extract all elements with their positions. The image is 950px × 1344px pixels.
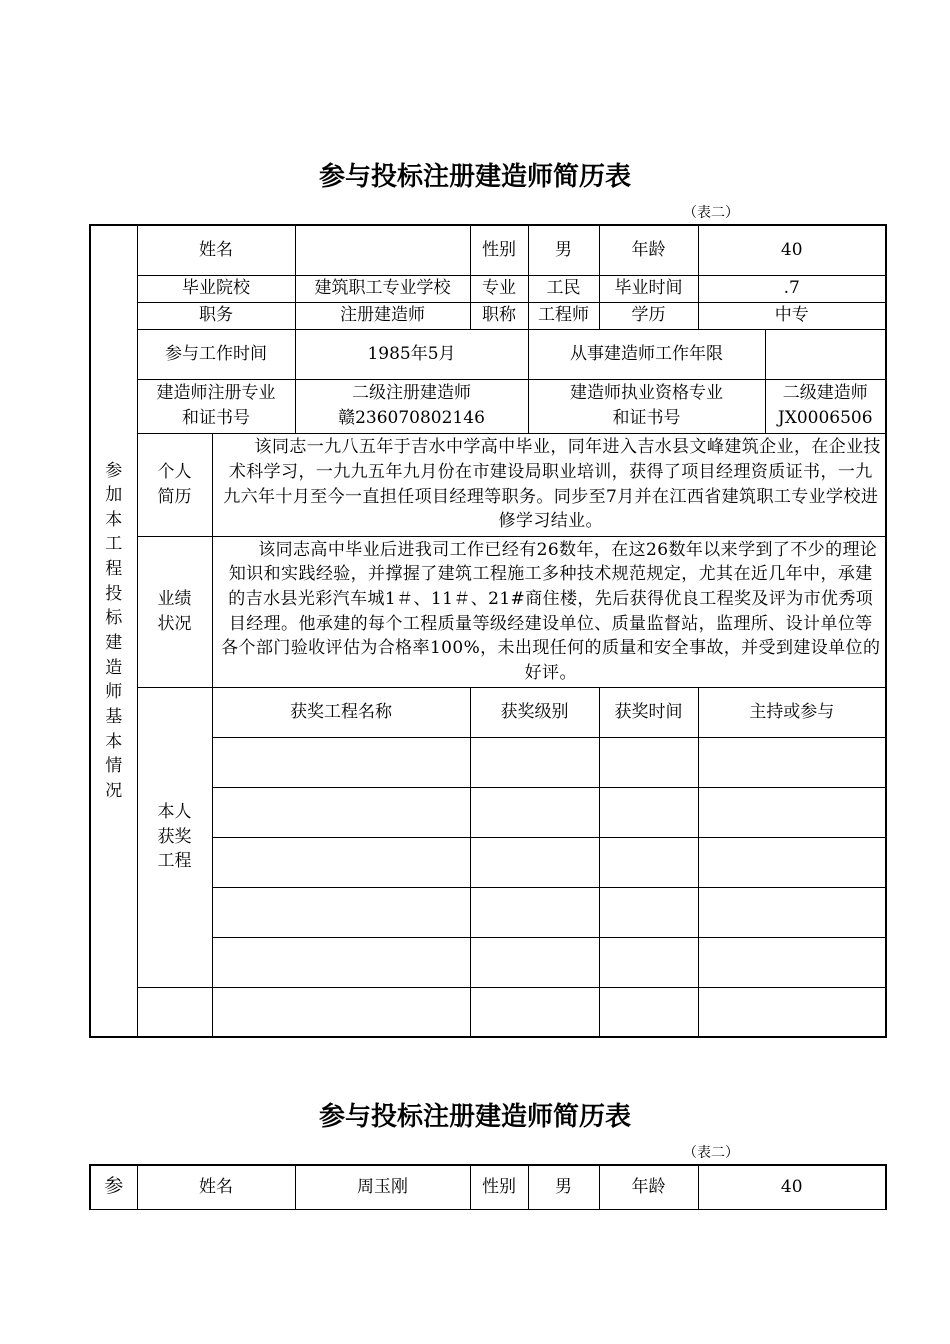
gender-value: 男 [528, 225, 599, 275]
table-row [90, 987, 886, 1037]
awards-header-time: 获奖时间 [599, 687, 698, 737]
name-value [295, 225, 470, 275]
school-label: 毕业院校 [137, 275, 295, 302]
name-label-2: 姓名 [137, 1165, 295, 1209]
age-value: 40 [698, 225, 886, 275]
award-cell [698, 837, 886, 887]
award-cell [698, 787, 886, 837]
title-label: 职称 [470, 302, 528, 329]
grad-time-label: 毕业时间 [599, 275, 698, 302]
awards-label: 本人 获奖 工程 [137, 687, 212, 987]
table-note: （表二） [683, 205, 739, 221]
age-label-2: 年龄 [599, 1165, 698, 1209]
performance-label: 业绩 状况 [137, 536, 212, 687]
side-label-2: 参 [90, 1165, 137, 1209]
gender-label-2: 性别 [470, 1165, 528, 1209]
awards-header-role: 主持或参与 [698, 687, 886, 737]
award-cell [599, 737, 698, 787]
reg-major-label: 建造师注册专业 和证书号 [137, 379, 295, 433]
qual-major-label: 建造师执业资格专业 和证书号 [528, 379, 765, 433]
gender-value-2: 男 [528, 1165, 599, 1209]
award-cell [599, 887, 698, 937]
gender-label: 性别 [470, 225, 528, 275]
awards-header-level: 获奖级别 [470, 687, 599, 737]
performance-text: 该同志高中毕业后进我司工作已经有26数年，在这26数年以来学到了不少的理论知识和实践经验，并撑握了建筑工程施工多种技术规范规定，尤其在近几年中，承建的吉水县光彩汽车城1＃、11＃、21#商住楼，先后获得优良工程奖及评为市优秀项目经理。他承建的每个工程质量等级经建设单位、质量监督站，监理所、设计单位等各个部门验收评估为合格率100%，未出现任何的质量和安全事故，并受到建设单位的好评。 [212, 536, 886, 687]
age-value-2: 40 [698, 1165, 886, 1209]
award-cell [599, 787, 698, 837]
major-value: 工民 [528, 275, 599, 302]
award-cell [212, 887, 470, 937]
reg-cert-value: 二级注册建造师 赣236070802146 [295, 379, 528, 433]
award-cell [698, 887, 886, 937]
position-value: 注册建造师 [295, 302, 470, 329]
education-value: 中专 [698, 302, 886, 329]
name-label: 姓名 [137, 225, 295, 275]
award-cell [212, 737, 470, 787]
awards-header-project: 获奖工程名称 [212, 687, 470, 737]
award-cell [212, 987, 470, 1037]
side-label: 参 加 本 工 程 投 标 建 造 师 基 本 情 况 [90, 225, 137, 1037]
award-cell [470, 787, 599, 837]
award-cell [212, 837, 470, 887]
title-value: 工程师 [528, 302, 599, 329]
award-cell [470, 737, 599, 787]
award-cell [470, 887, 599, 937]
award-cell [470, 987, 599, 1037]
resume-table-2 [89, 1164, 887, 1210]
award-cell [599, 987, 698, 1037]
qual-cert-value: 二级建造师 JX0006506 [765, 379, 886, 433]
table-note-2: （表二） [683, 1145, 739, 1161]
award-cell [599, 937, 698, 987]
resume-text: 该同志一九八五年于吉水中学高中毕业，同年进入吉水县文峰建筑企业，在企业技术科学习，一九九五年九月份在市建设局职业培训，获得了项目经理资质证书，一九九六年十月至今一直担任项目经理等职务。同步至7月并在江西省建筑职工专业学校进修学习结业。 [212, 433, 886, 536]
award-cell [599, 837, 698, 887]
name-value-2: 周玉刚 [295, 1165, 470, 1209]
form-title: 参与投标注册建造师简历表 [318, 162, 631, 192]
grad-time-value: .7 [698, 275, 886, 302]
education-label: 学历 [599, 302, 698, 329]
award-cell [698, 987, 886, 1037]
age-label: 年龄 [599, 225, 698, 275]
builder-years-label: 从事建造师工作年限 [528, 329, 765, 379]
form-title-2: 参与投标注册建造师简历表 [318, 1102, 631, 1132]
award-cell [470, 837, 599, 887]
work-start-value: 1985年5月 [295, 329, 528, 379]
award-cell [137, 987, 212, 1037]
major-label: 专业 [470, 275, 528, 302]
award-cell [698, 737, 886, 787]
award-cell [212, 787, 470, 837]
resume-table [89, 224, 887, 1038]
award-cell [698, 937, 886, 987]
school-value: 建筑职工专业学校 [295, 275, 470, 302]
award-cell [212, 937, 470, 987]
position-label: 职务 [137, 302, 295, 329]
builder-years-value [765, 329, 886, 379]
award-cell [470, 937, 599, 987]
resume-label: 个人 简历 [137, 433, 212, 536]
work-start-label: 参与工作时间 [137, 329, 295, 379]
